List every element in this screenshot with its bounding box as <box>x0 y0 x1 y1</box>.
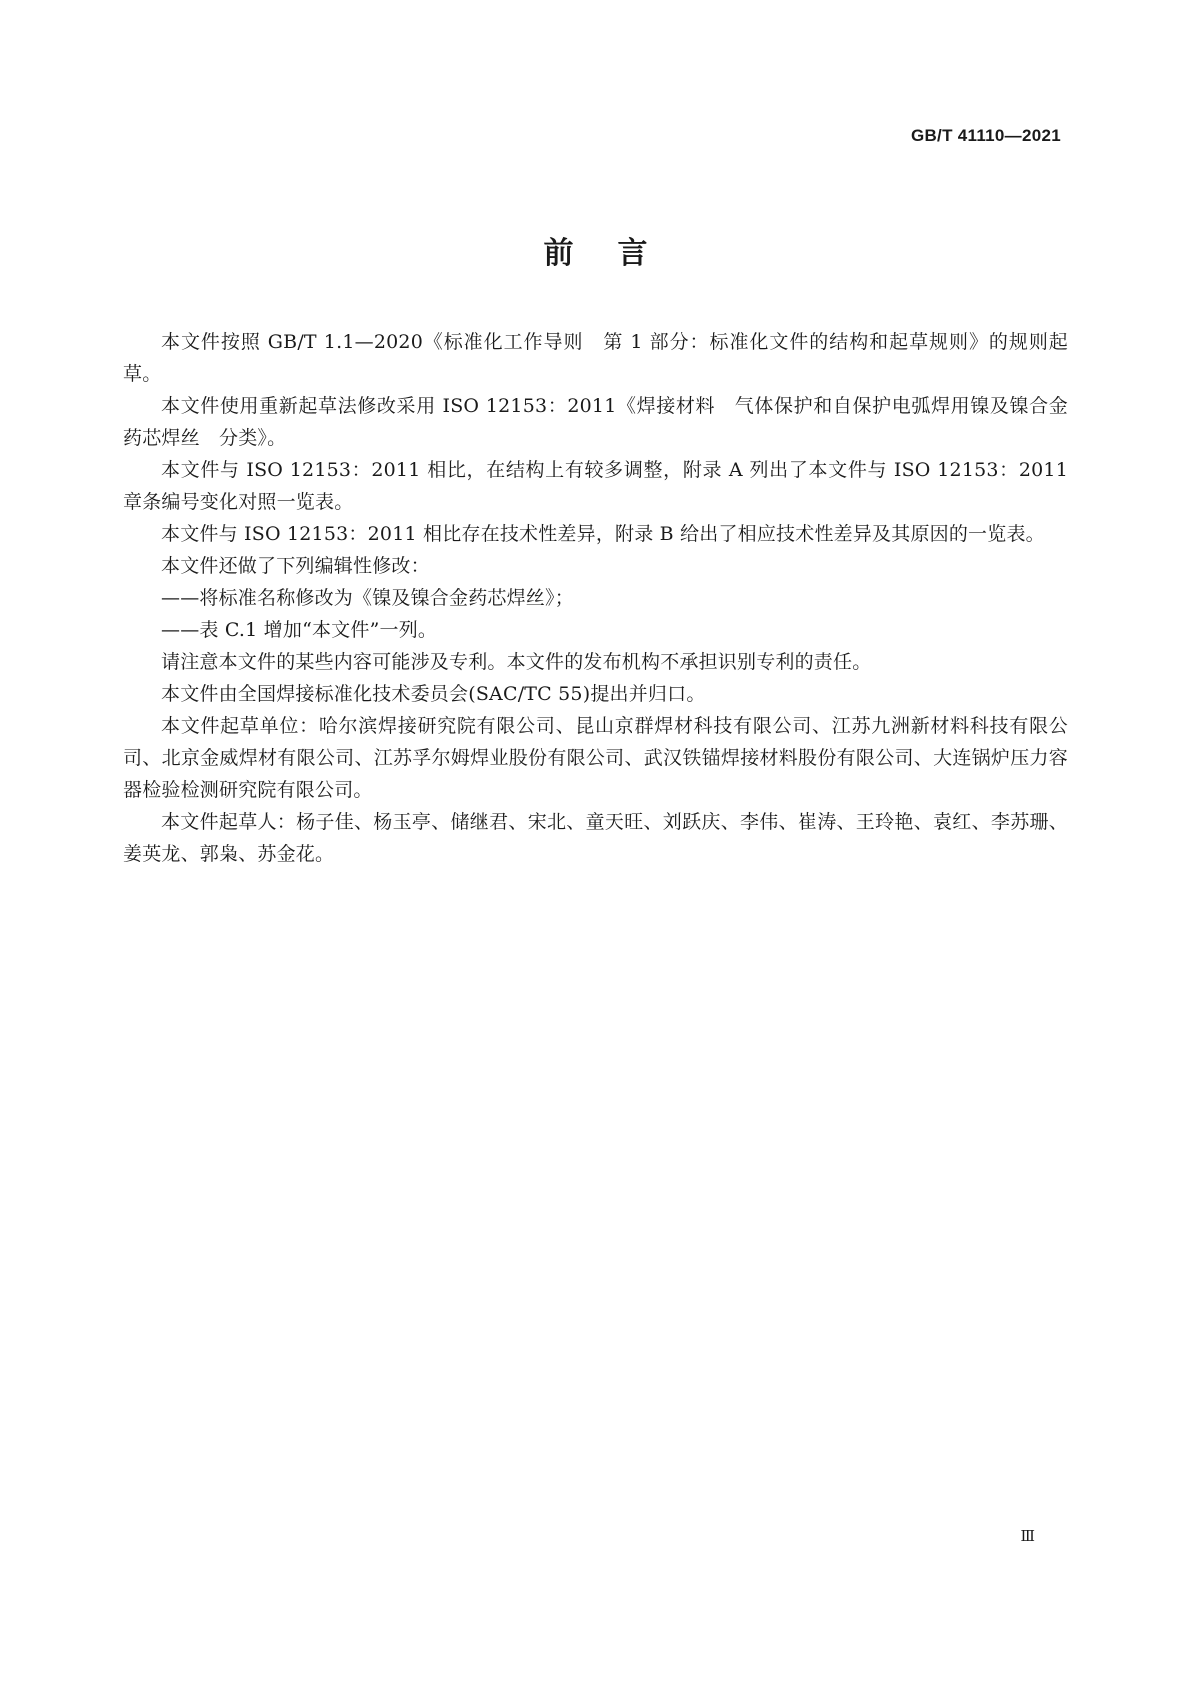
paragraph-structure-changes: 本文件与 ISO 12153：2011 相比，在结构上有较多调整，附录 A 列出了本文件与 ISO 12153：2011 章条编号变化对照一览表。 <box>123 459 1068 513</box>
paragraph-technical-differences: 本文件与 ISO 12153：2011 相比存在技术性差异，附录 B 给出了相应技术性差异及其原因的一览表。 <box>161 523 1045 545</box>
paragraph-drafters: 本文件起草人：杨子佳、杨玉亭、储继君、宋北、童天旺、刘跃庆、李伟、崔涛、王玲艳、袁红、李苏珊、姜英龙、郭枭、苏金花。 <box>123 811 1068 865</box>
paragraph-committee: 本文件由全国焊接标准化技术委员会(SAC/TC 55)提出并归口。 <box>161 683 706 705</box>
foreword-body <box>123 326 1068 870</box>
paragraph-patent-notice: 请注意本文件的某些内容可能涉及专利。本文件的发布机构不承担识别专利的责任。 <box>161 651 872 673</box>
paragraph-drafting-units: 本文件起草单位：哈尔滨焊接研究院有限公司、昆山京群焊材科技有限公司、江苏九洲新材料科技有限公司、北京金威焊材有限公司、江苏孚尔姆焊业股份有限公司、武汉铁锚焊接材料股份有限公司、大连锅炉压力容器检验检测研究院有限公司。 <box>123 715 1068 801</box>
page-number: Ⅲ <box>1020 1527 1035 1545</box>
paragraph-adoption: 本文件使用重新起草法修改采用 ISO 12153：2011《焊接材料 气体保护和自保护电弧焊用镍及镍合金药芯焊丝 分类》。 <box>123 395 1068 449</box>
list-item-title-change: ——将标准名称修改为《镍及镍合金药芯焊丝》； <box>161 587 574 609</box>
paragraph-editorial-changes: 本文件还做了下列编辑性修改： <box>161 555 430 577</box>
standard-number: GB/T 41110—2021 <box>910 126 1061 145</box>
paragraph-drafting-rules: 本文件按照 GB/T 1.1—2020《标准化工作导则 第 1 部分：标准化文件的结构和起草规则》的规则起草。 <box>123 331 1068 385</box>
list-item-table-change: ——表 C.1 增加“本文件”一列。 <box>161 619 438 641</box>
page-title: 前言 <box>543 236 692 271</box>
